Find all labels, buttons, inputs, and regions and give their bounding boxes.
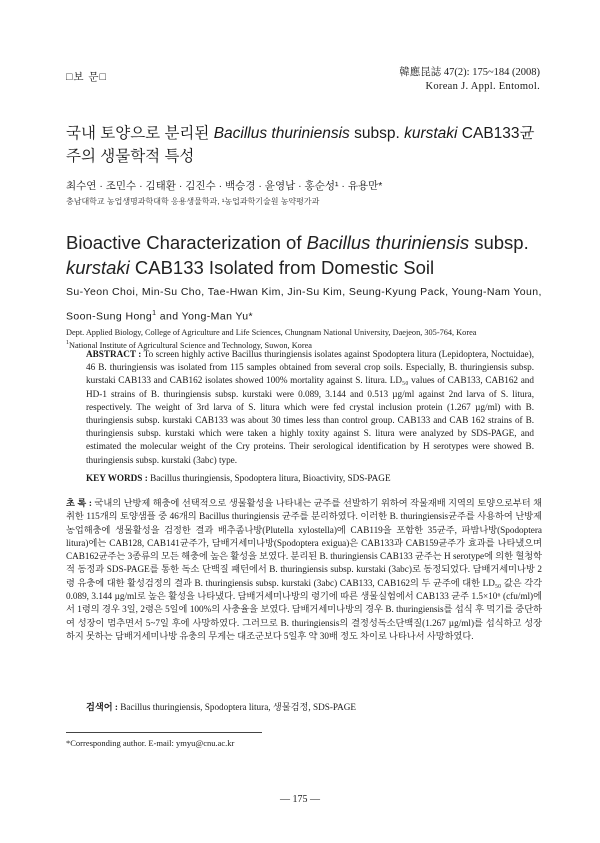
- english-title: Bioactive Characterization of Bacillus thuriniensis subsp. kurstaki CAB133 Isolated from Domestic Soil: [66, 232, 529, 278]
- section-label: □보 문□: [66, 71, 107, 83]
- english-affiliation: Dept. Applied Biology, College of Agriculture and Life Sciences, Chungnam National University, Daejeon, 305-764, Korea $^1$National Institute of Agricultural Science and Technology, Suwon, Korea: [66, 328, 477, 350]
- korean-title: 국내 토양으로 분리된 Bacillus thuriniensis subsp. kurstaki CAB133균주의 생물학적 특성: [66, 125, 535, 165]
- english-authors: Su-Yeon Choi, Min-Su Cho, Tae-Hwan Kim, Jin-Su Kim, Seung-Kyung Pack, Young-Nam Youn, Soon-Sung Hong$^1$ and Yong-Man Yu*: [66, 286, 542, 323]
- korean-affiliation: 충남대학교 농업생명과학대학 응용생물학과, ¹농업과학기술원 농약평가과: [66, 197, 320, 206]
- page-number: — 175 —: [280, 794, 320, 805]
- corresponding-author-footnote: *Corresponding author. E-mail: ymyu@cnu.ac.kr: [66, 738, 235, 748]
- keywords: KEY WORDS : Bacillus thuringiensis, Spodoptera litura, Bioactivity, SDS-PAGE: [86, 473, 391, 483]
- footnote-divider: [66, 732, 262, 733]
- korean-keywords: 검색어 : Bacillus thuringiensis, Spodoptera litura, 생물검정, SDS-PAGE: [86, 702, 357, 712]
- journal-volume-line: 韓應昆誌 47(2): 175~184 (2008): [399, 67, 540, 78]
- journal-name-line: Korean J. Appl. Entomol.: [425, 81, 540, 92]
- korean-authors: 최수연 · 조민수 · 김태환 · 김진수 · 백승경 · 윤영남 · 홍순성¹ · 유용만*: [66, 180, 383, 192]
- korean-summary: 초 록 : 국내의 난방제 해충에 선택적으로 생물활성을 나타내는 균주를 선발하기 위하여 작물재배 지역의 토양으로부터 채취한 115개의 토양샘플 중 46개의 Bacillus thuringiensis 균주를 분리하였다. 이러한 B. thuringiensis균주를 사용하여 난방제 농업해충에 생물활성을 검정한 결과 배추좀나방(Plutella xylostella)에 CAB119을 포함한 35균주, 파밤나방(Spodoptera litura)에는 CAB128, CAB141균주가, 담배거세미나방(Spodoptera exigua)은 CAB133과 CAB159균주가 효과를 나타냈으며 CAB162균주는 3종류의 모든 해충에 높은 활성을 보였다. 분리된 B. thuringiensis CAB133 균주는 H serotype에 의한 혈청학적 동정과 SDS-PAGE를 통한 독소 단백질 패턴에서 B. thuringiensis subsp. kurstaki (3abc)로 동정되었다. 담배거세미나방 2령 유충에 대한 활성검정의 결과 B. thuringiensis subsp. kurstaki (3abc) CAB133, CAB162의 두 균주에 대한 LD₅₀ 값은 각각 0.089, 3.144 µg/ml로 높은 활성을 나타냈다. 담배거세미나방의 령기에 따른 생물실험에서 CAB133 균주 1.5×10⁶ (cfu/ml)에서 1령의 경우 3일, 2령은 5일에 100%의 사충율을 보였다. 담배거세미나방의 경우 B. thuringiensis를 섭식 후 먹기를 중단하여 성장이 멈추면서 5~7일 후에 사망하였다. 그러므로 B. thuringiensis의 결정성독소단백질(1.267 µg/ml)를 섭식하고 성장하지 못하는 담배거세미나방 유충의 무게는 대조군보다 5일후 약 30배 정도 차이로 나타나서 사망하였다.: [66, 498, 543, 641]
- abstract: ABSTRACT : To screen highly active Bacillus thuringiensis isolates against Spodoptera litura (Lepidoptera, Noctuidae), 46 B. thuringiensis was isolated from 115 samples obtained from several crop soils. Especially, B. thuringiensis subsp. kurstaki CAB133 and CAB162 isolates showed 100% mortality against S. litura. LD₅₀ values of CAB133, CAB162 and HD-1 strains of B. thuringiensis subsp. kurstaki were 0.089, 3.144 and 0.513 µg/ml against 2nd larva of S. litura, respectively. The weight of 3rd larva of S. litura which were fed crystal inclusion protein (1.267 µg/ml) with B. thuringiensis subsp. kurstaki CAB133 was about 30 times less than control group. CAB133 and CAB 162 strains of B. thuringiensis subsp. kurstaki which were taken a highly toxity against S. litura were analyzed by SDS-PAGE, and estimated the molecular weight of the Cry proteins. Their serological identification by H serotypes were showed B. thuringiensis subsp. kurstaki (3abc) type.: [86, 349, 534, 465]
- journal-citation: [399, 66, 540, 94]
